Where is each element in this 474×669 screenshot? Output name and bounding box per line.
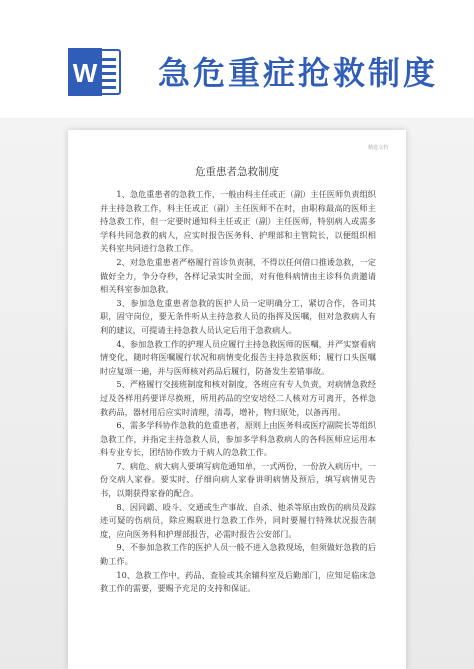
paragraph-9: 9、不参加急救工作的医护人员一般不进入急救现场，但须做好急救的后勤工作。 <box>100 542 376 567</box>
document-banner-title: 急危重症抢救制度 <box>158 54 439 92</box>
document-page <box>68 130 406 669</box>
header-mark: 精选文档 <box>367 145 388 151</box>
paragraph-7: 7、病危、病大病人要填写病危通知单，一式两份，一份放入病历中，一份交病人家眷。要实时、仔细向病人家眷讲明病情及预后，填写病情见告书，以期获得家眷的配合。 <box>100 460 376 499</box>
banner <box>0 0 474 118</box>
word-logo-letter: W <box>72 58 98 88</box>
paragraph-3: 3、参加急危重患者急救的医护人员一定明确分工，紧切合作，各司其职，固守岗位，要无条件听从主持急救人员的指挥及医嘱，但对急救病人有利的建议，可提请主持急救人员认定后用于急救病人。 <box>100 297 376 335</box>
paragraph-5: 5、严格履行交接班制度和核对制度，各班应有专人负责，对病情急救经过及各样用药要详尽换班，所用药品的空安培经二人核对方可离开，各样急救药品，器材用后应实时清理，清毒，增补，物归原处，以备再用。 <box>100 379 376 417</box>
paragraph-1: 1、急危重患者的急救工作，一般由科主任或正（副）主任医师负责组织并主持急救工作，科主任或正（副）主任医师不在时，由职称最高的医师主持急救工作，但一定要时通知科主任或正（副）主任医师，特别病人或需多学科共同急救的病人，应实时报告医务科、护理部和主管院长，以便组织相关科室共同进行急救工作。 <box>100 189 376 254</box>
paragraph-8: 8、因同霸、殴斗、交通或生产事故、自杀、他杀等原由致伤的病员及踪迹可疑的伤病员，除应赐联进行急救工作外，同时要履行特殊状况报告制度，应向医务科和护理部报告，必需时报告公安部门。 <box>100 501 376 539</box>
document-body <box>100 188 376 596</box>
paragraph-10: 10、急救工作中，药品、查验或其余辅科室及后勤部门，应知足临床急救工作的需要，要赐予充足的支持和保证。 <box>100 569 376 594</box>
page-title: 危重患者急救制度 <box>195 166 279 178</box>
word-document-icon <box>66 44 124 100</box>
paragraph-6: 6、需多学科协作急救的危重患者，原则上由医务科或医疗副院长等组织急救工作，并指定主持急救人员，参加多学科急救病人的各科医师应运用本科专业专长，团结协作致力于病人的急救工作。 <box>100 420 376 458</box>
paragraph-2: 2、对急危重患者严格履行首诊负责制，不得以任何借口推诿急救，一定做好全力，争分夺秒，各样记录实时全面，对有他科病情由主诊科负责邀请相关科室参加急救。 <box>100 256 376 295</box>
paragraph-4: 4、参加急救工作的护理人员应履行主持急救医师的医嘱，并严实察看病情变化，随时将医嘱履行状况和病情变化报告主持急救医师；履行口头医嘱时应复颂一遍，并与医师核对药品后履行，防备发生差错事故。 <box>100 338 376 376</box>
